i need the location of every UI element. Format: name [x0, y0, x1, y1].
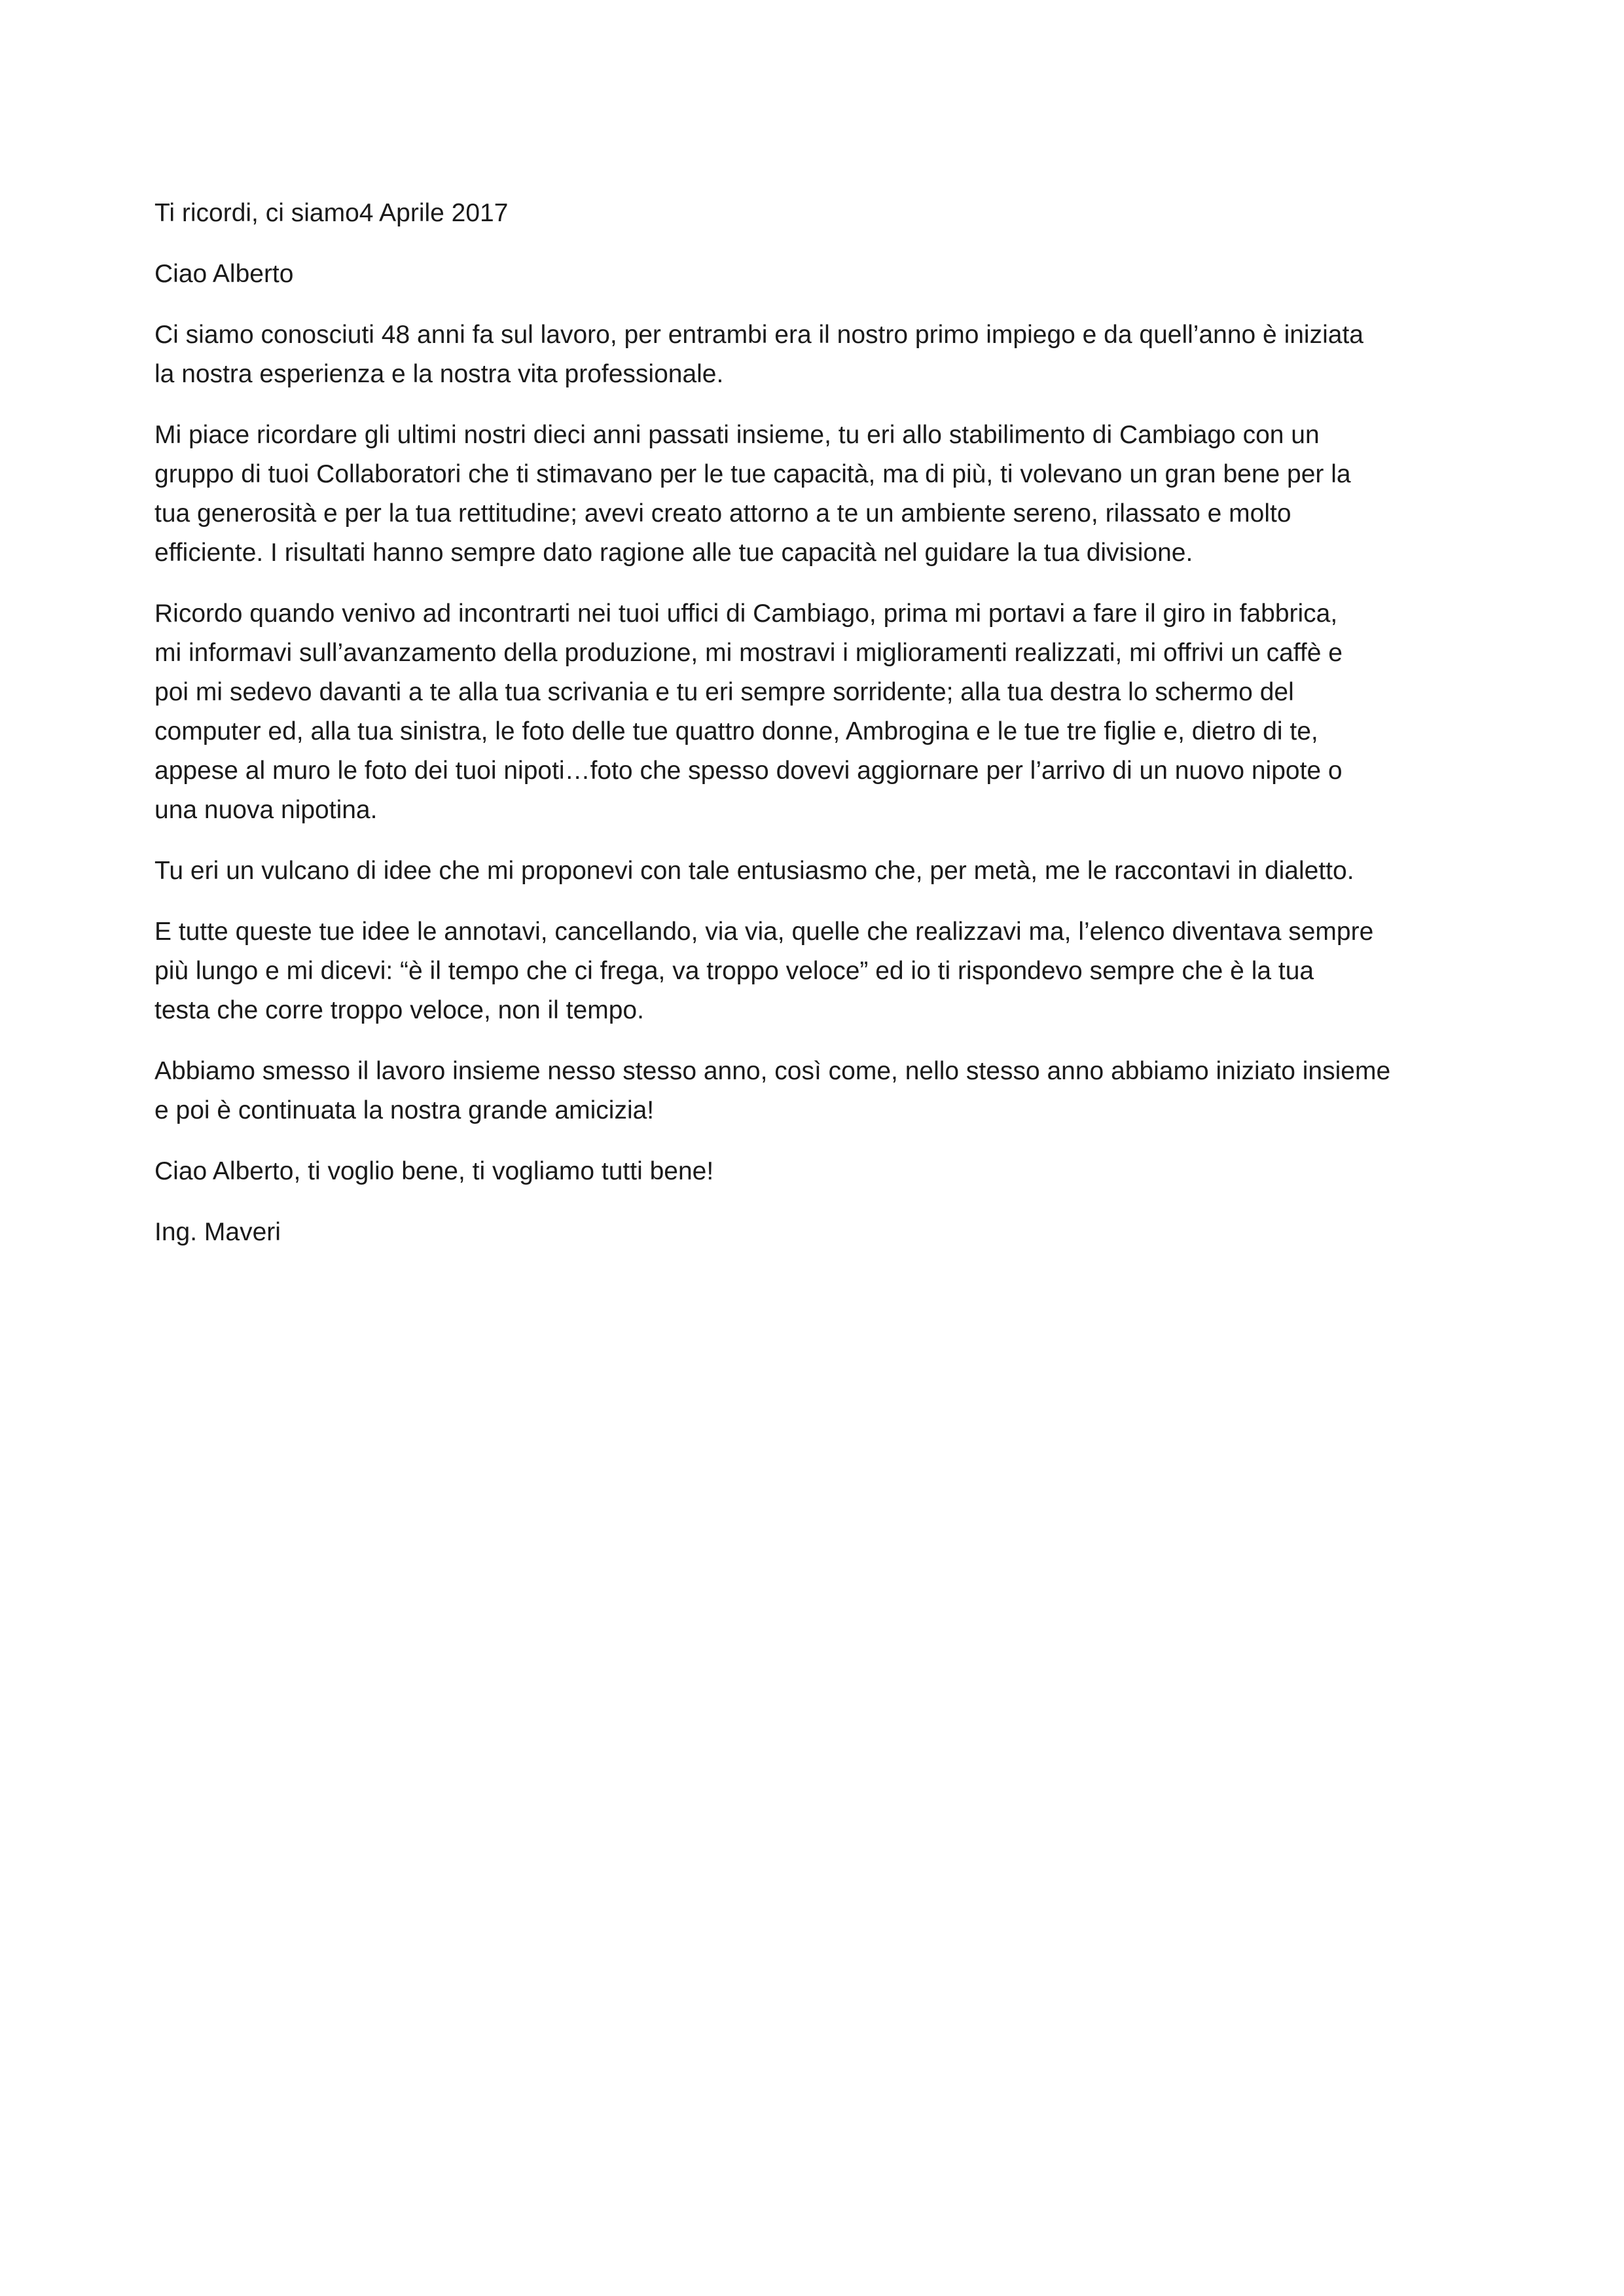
letter-paragraph: Mi piace ricordare gli ultimi nostri dieci anni passati insieme, tu eri allo stabilimento di Cambiago con un gruppo di tuoi Collaboratori che ti stimavano per le tue capacità, ma di più, ti volevano un gran bene per la tua generosità e per la tua rettitudine; avevi creato attorno a te un ambiente sereno, rilassato e molto efficiente. I risultati hanno sempre dato ragione alle tue capacità nel guidare la tua divisione. [154, 421, 1351, 567]
letter-paragraph: E tutte queste tue idee le annotavi, cancellando, via via, quelle che realizzavi ma, l’elenco diventava sempre più lungo e mi dicevi: “è il tempo che ci frega, va troppo veloce” ed io ti rispondevo sempre che è la tua testa che corre troppo veloce, non il tempo. [154, 918, 1374, 1024]
letter-heading: Ti ricordi, ci siamo4 Aprile 2017 [154, 199, 509, 227]
letter-paragraph: Tu eri un vulcano di idee che mi proponevi con tale entusiasmo che, per metà, me le raccontavi in dialetto. [154, 857, 1354, 885]
letter-paragraph: Ci siamo conosciuti 48 anni fa sul lavoro, per entrambi era il nostro primo impiego e da quell’anno è iniziata la nostra esperienza e la nostra vita professionale. [154, 321, 1363, 388]
letter-paragraph: Ricordo quando venivo ad incontrarti nei tuoi uffici di Cambiago, prima mi portavi a fare il giro in fabbrica, mi informavi sull’avanzamento della produzione, mi mostravi i miglioramenti realizzati, mi offrivi un caffè e poi mi sedevo davanti a te alla tua scrivania e tu eri sempre sorridente; alla tua destra lo schermo del computer ed, alla tua sinistra, le foto delle tue quattro donne, Ambrogina e le tue tre figlie e, dietro di te, appese al muro le foto dei tuoi nipoti…foto che spesso dovevi aggiornare per l’arrivo di un nuovo nipote o una nuova nipotina. [154, 600, 1343, 824]
letter-closing: Ciao Alberto, ti voglio bene, ti vogliamo tutti bene! [154, 1157, 714, 1185]
letter-body [154, 194, 1490, 1274]
letter-signature: Ing. Maveri [154, 1218, 281, 1246]
letter-greeting: Ciao Alberto [154, 260, 294, 288]
letter-paragraph: Abbiamo smesso il lavoro insieme nesso stesso anno, così come, nello stesso anno abbiamo iniziato insieme e poi è continuata la nostra grande amicizia! [154, 1057, 1391, 1124]
